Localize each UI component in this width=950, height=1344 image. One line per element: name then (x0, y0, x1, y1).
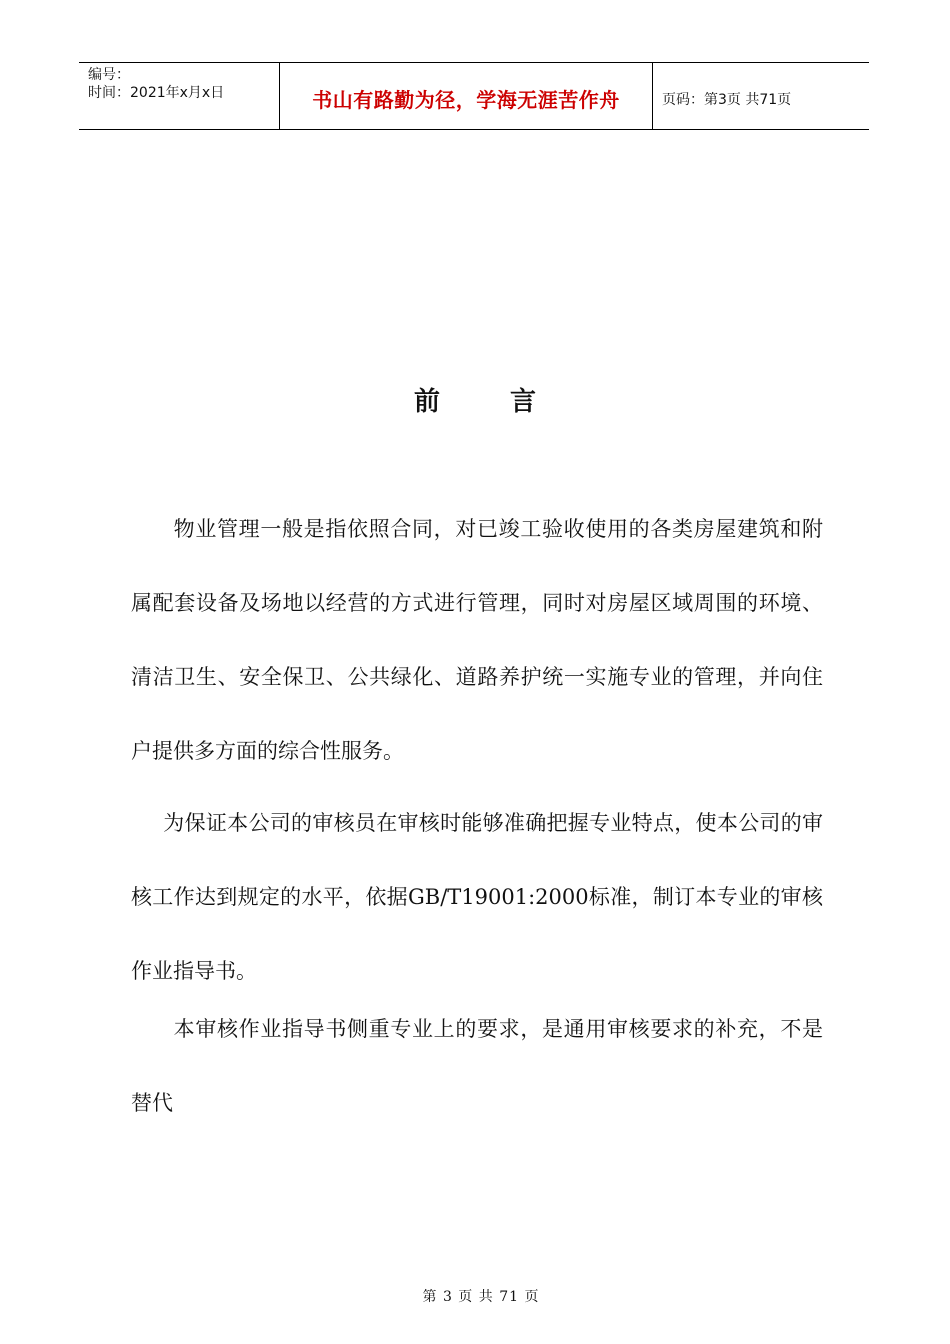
paragraph-scope (131, 992, 823, 1140)
date-label: 时间：2021年x月x日 (88, 85, 225, 101)
serial-number-label: 编号： (88, 67, 130, 83)
page-footer: 第 3 页 共 71 页 (422, 1289, 540, 1305)
paragraph-purpose (131, 786, 823, 1008)
page-header (79, 62, 869, 130)
paragraph-purpose-text: 为保证本公司的审核员在审核时能够准确把握专业特点，使本公司的审核工作达到规定的水平，依据GB/T19001:2000标准，制订本专业的审核作业指导书。 (131, 811, 823, 983)
header-page-info: 页码：第3页 共71页 (662, 92, 792, 108)
paragraph-intro (131, 492, 823, 788)
paragraph-scope-text: 本审核作业指导书侧重专业上的要求，是通用审核要求的补充，不是替代 (131, 1017, 823, 1115)
header-meta-cell (79, 63, 280, 129)
paragraph-intro-text: 物业管理一般是指依照合同，对已竣工验收使用的各类房屋建筑和附属配套设备及场地以经营的方式进行管理，同时对房屋区域周围的环境、清洁卫生、安全保卫、公共绿化、道路养护统一实施专业的管理，并向住户提供多方面的综合性服务。 (131, 517, 823, 763)
header-motto: 书山有路勤为径，学海无涯苦作舟 (312, 87, 620, 112)
page-title: 前言 (413, 387, 606, 417)
header-page-cell (653, 63, 869, 129)
header-motto-cell (280, 63, 653, 129)
